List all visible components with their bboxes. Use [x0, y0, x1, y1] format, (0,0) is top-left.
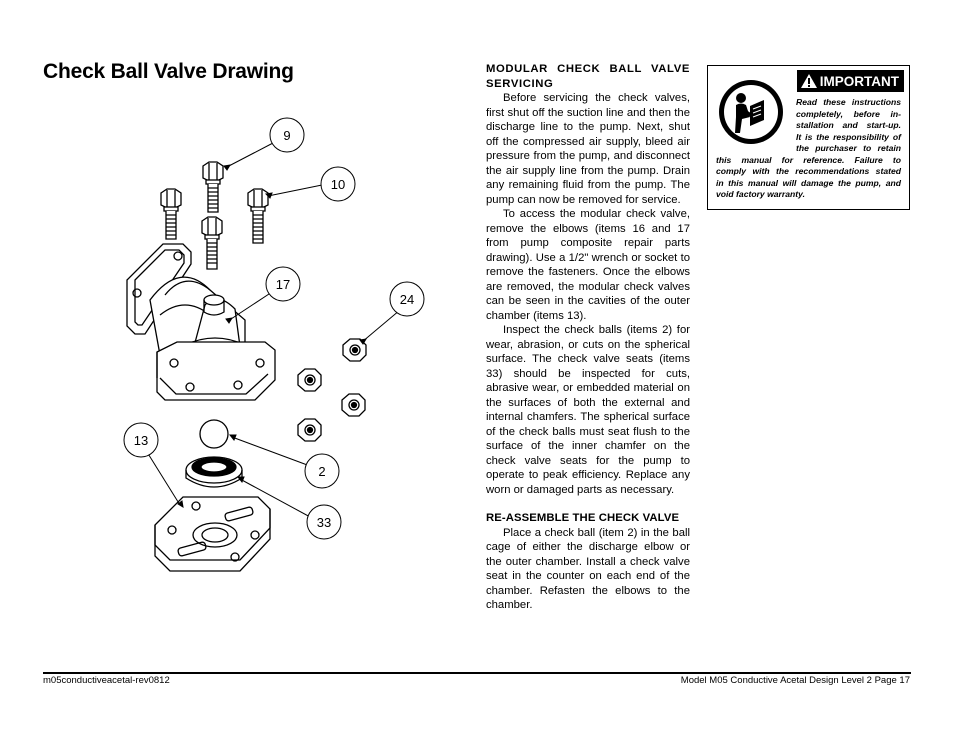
important-line: Read these instructions — [796, 97, 901, 107]
important-line: in this manual will damage the pump, and — [716, 177, 901, 188]
discharge-elbow — [127, 244, 275, 400]
important-line: It is the responsibility of — [796, 131, 901, 142]
important-label — [797, 70, 904, 92]
important-line: completely, before in- — [796, 108, 901, 119]
footer-rule — [43, 672, 911, 674]
bolt-icon — [248, 189, 268, 243]
nut-icon — [298, 419, 321, 441]
important-line: the purchaser to retain — [796, 143, 901, 153]
important-line: comply with the recommendations stated — [716, 166, 901, 176]
check-valve-exploded-drawing — [110, 105, 440, 585]
important-notice — [707, 65, 910, 210]
important-line: this manual for reference. Failure to — [716, 154, 901, 165]
servicing-heading-line1: MODULAR CHECK BALL VALVE — [486, 63, 690, 75]
footer-doc-id: m05conductiveacetal-rev0812 — [43, 675, 170, 686]
valve-seat — [186, 457, 242, 487]
bolt-icon — [203, 162, 223, 212]
important-line: void factory warranty. — [716, 189, 805, 199]
callout-13-label: 13 — [133, 433, 149, 448]
warning-triangle-icon — [801, 74, 817, 88]
bolt-icon — [202, 217, 222, 269]
nut-icon — [342, 394, 365, 416]
nut-icon — [298, 369, 321, 391]
servicing-paragraph: To access the modular check valve, remove the elbows (items 16 and 17 from pump composite repair parts drawing). Use a 1/2" wrench or socket to remove the fasteners. Once the elbows are removed, the modular check valves can be seen in the cavities of the outer chamber (items 13). — [486, 208, 690, 322]
important-text — [716, 97, 901, 201]
check-ball — [200, 420, 228, 448]
callout-10-label: 10 — [330, 177, 346, 192]
servicing-paragraph: Inspect the check balls (items 2) for wear, abrasion, or cuts on the spherical surface. The check valve seats (items 33) should be inspected for cuts, abrasive wear, or embedded material on the surfaces of both the external and internal chamfers. The spherical surface of the check balls must seat flush to the surface of the inner chamfer on the check valve seats for the pump to operate to peak efficiency. Replace any worn or damaged parts as necessary. — [486, 324, 690, 496]
servicing-paragraph: Before servicing the check valves, first shut off the suction line and then the discharge line to the pump. Next, shut off the compressed air supply, bleed air pressure from the pump, and disconnect the air supply line from the pump. Drain any remaining fluid from the pump. The pump can now be removed for service. — [486, 92, 690, 206]
callout-17-label: 17 — [275, 277, 291, 292]
callout-33-label: 33 — [316, 515, 332, 530]
servicing-heading — [486, 62, 690, 91]
important-line: stallation and start-up. — [796, 120, 901, 130]
reassemble-paragraph: Place a check ball (item 2) in the ball cage of either the discharge elbow or the outer chamber. Install a check valve seat in the counter on each end of the chamber. Refasten the elbows to the chamber. — [486, 526, 690, 611]
page-title: Check Ball Valve Drawing — [43, 60, 294, 83]
callout-24-label: 24 — [399, 292, 415, 307]
reassemble-heading: RE-ASSEMBLE THE CHECK VALVE — [486, 512, 680, 524]
callout-9-label: 9 — [283, 128, 291, 143]
callout-2-label: 2 — [318, 464, 326, 479]
outer-chamber — [155, 497, 270, 571]
servicing-heading-line2: SERVICING — [486, 77, 554, 90]
servicing-instructions — [486, 62, 690, 613]
footer-page-info: Model M05 Conductive Acetal Design Level 2 Page 17 — [680, 675, 910, 686]
bolt-icon — [161, 189, 181, 239]
important-label-text: IMPORTANT — [819, 73, 899, 89]
